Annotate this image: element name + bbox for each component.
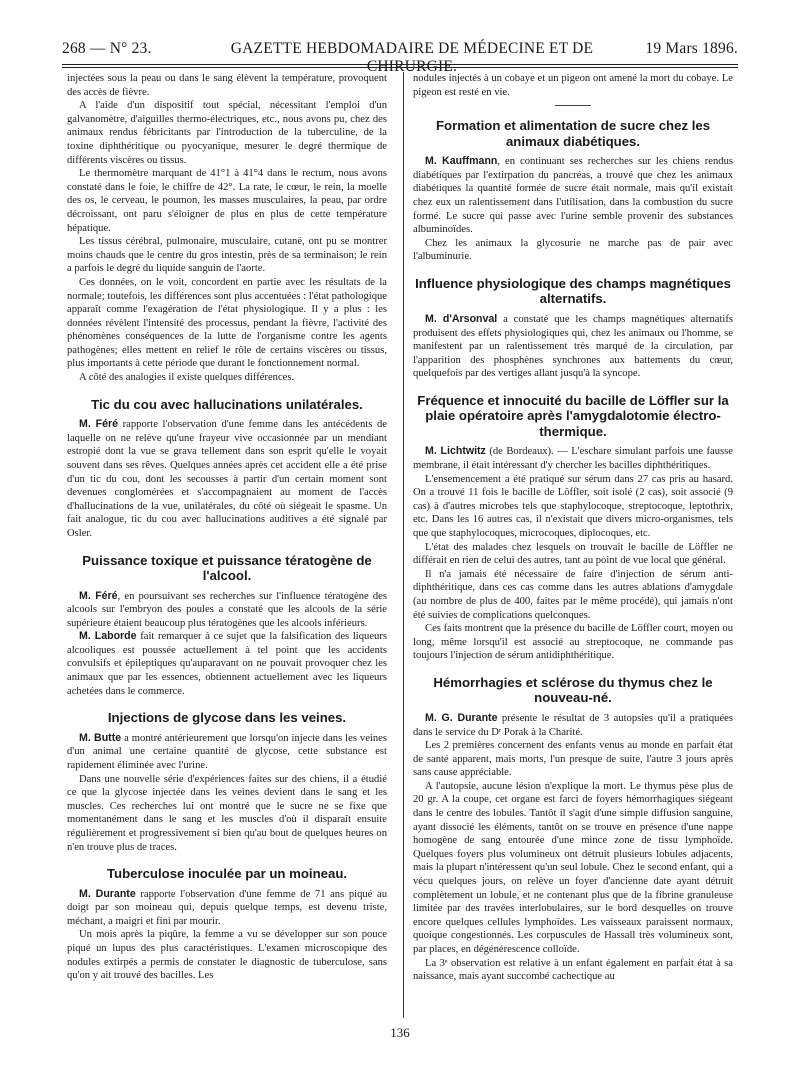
author-name: M. G. Durante (425, 711, 498, 724)
paragraph-text: a constaté que les champs magnétiques alternatifs produisent des effets physiologiques qui, chez les animaux ou l'homme, se manifestent par un ralentissement très marqué de la circulation, par l'apparition des phosphènes synchrones aux battements du cœur, quelquefois par des vertiges allant jusqu'à la syncope. (413, 313, 733, 380)
author-name: M. Féré (79, 418, 119, 431)
section-title-alcohol: Puissance toxique et puissance tératogène de l'alcool. (82, 552, 372, 583)
author-name: M. Féré (79, 589, 118, 602)
paragraph (67, 630, 387, 698)
section-title-glycose: Injections de glycose dans les veines. (107, 710, 347, 726)
author-name: M. Butte (79, 731, 122, 744)
page-issue: 268 — N° 23. (62, 40, 152, 57)
paragraph: Ces faits montrent que la présence du bacille de Löffler court, moyen ou long, même lorsqu'il est associé au streptocoque, ne commande pas toujours l'injection de sérum antidiphthéritique. (413, 623, 733, 662)
paragraph-text: a montré antérieurement que lorsqu'on injecte dans les veines d'un animal une certaine quantité de glycose, cette substance est rapidement éliminée avec l'urine. (67, 732, 387, 771)
section-title-loffler: Fréquence et innocuité du bacille de Löffler sur la plaie opératoire après l'amygdalotomie électro-thermique. (417, 392, 729, 439)
paragraph: Un mois après la piqûre, la femme a vu se développer sur son pouce piqué un lupus des plus caractéristiques. L'examen microscopique des nodules extirpés a permis de constater le diagnostic de tuberculose, sans qu'on y ait trouvé des bacilles. Les (67, 929, 387, 982)
paragraph: A côté des analogies il existe quelques différences. (79, 372, 295, 384)
paragraph: injectées sous la peau ou dans le sang élèvent la température, provoquent des accès de fièvre. (67, 73, 387, 98)
paragraph: A l'aide d'un dispositif tout spécial, nécessitant l'emploi d'un galvanomètre, d'aiguilles thermo-électriques, etc., nous avons pu, chez des animaux rendus fébricitants par l'introduction de la tuberculine, de la toxine diphthéritique ou pyocyanique, mesurer le degré thermique de différents viscères ou tissus. (67, 100, 387, 166)
paragraph-text: , en continuant ses recherches sur les chiens rendus diabétiques par l'extirpation du pancréas, a trouvé que chez les animaux diabétiques la quantité formée de sucre était normale, mais qu'il existait chez eux un ralentissement dans l'utilisation, dans la combustion du sucre formé. Le sucre qui passe avec l'urine semble provenir des substances albuminoïdes. (413, 156, 733, 236)
header-rule-thick (62, 64, 738, 65)
journal-title: GAZETTE HEBDOMADAIRE DE MÉDECINE ET DE CHIRURGIE. (230, 40, 594, 75)
issue-date: 19 Mars 1896. (645, 40, 738, 57)
paragraph: Il n'a jamais été nécessaire de faire d'injection de sérum anti-diphthéritique, dans ces cas comme dans les autres ablations d'amygdale (au nombre de plus de 400, faites par le même procédé), qui jamais n'ont été suivies de complications quelconques. (413, 568, 733, 621)
section-title-tuberculose: Tuberculose inoculée par un moineau. (106, 866, 348, 882)
author-name: M. Durante (79, 887, 136, 900)
section-title-tic: Tic du cou avec hallucinations unilatérales. (91, 396, 363, 412)
paragraph-text: , en poursuivant ses recherches sur l'influence tératogène des alcools sur l'embryon des poules a constaté que les alcools de la série supérieure étaient beaucoup plus tératogènes que les alcools inférieurs. (67, 590, 387, 629)
paragraph: Ces données, on le voit, concordent en partie avec les résultats de la normale; toutefois, les différences sont plus accentuées : l'état pathologique apparaît comme l'exagération de l'état physiologique. Il y a plus : les données révèlent l'intensité des processus, pendant la fièvre, l'activité des phénomènes conséquences de la lutte de l'organisme contre les agents pathogènes; elles mettent en relief le rôle de certains viscères ou tissus, plus importants à cette période que durant le fonctionnement normal. (67, 276, 387, 370)
paragraph (413, 712, 733, 739)
right-column (413, 72, 733, 984)
paragraph: Chez les animaux la glycosurie ne marche pas de pair avec l'albuminurie. (413, 237, 733, 263)
paragraph (413, 445, 733, 472)
paragraph-text: rapporte l'observation d'une femme dans les antécédents de laquelle on ne relève qu'une frayeur vive occasionnée par un mendiant estropié dont la vue se grava tellement dans son esprit qu'elle le voyait souvent dans ses rêves. Quelques années après cet accident elle a été prise d'un tic du cou, dont les secousses à partir d'un certain moment sont devenues conglomérées et s'accompagnaient au moment de l'accès d'hallucinations de la vue, unilatérales, du côté où siégeait le spasme. Un fait analogue, tic du cou avec hallucinations auditives a été signalé par Osler. (67, 419, 387, 539)
section-title-magnetiques: Influence physiologique des champs magnétiques alternatifs. (415, 275, 731, 307)
paragraph: A l'autopsie, aucune lésion n'explique la mort. Le thymus pèse plus de 20 gr. A la coupe, cet organe est farci de foyers hémorrhagiques siégeant dans le centre des lobules. Tantôt il s'agit d'une simple diffusion sanguine, ayant dissocié les éléments, tantôt on se trouve en présence d'une nappe homogène de sang entourée d'une mince zone de tissu lymphoïde. Quelques foyers plus volumineux ont détruit plusieurs lobules adjacents, mais la plupart n'intéressent qu'un seul lobule. Chez le second enfant, qui a vécu quelques jours, on relève un foyer d'ancienne date ayant détruit complètement un lobule, et ne contenant plus que de la fibrine granuleuse limitée par des travées interlobulaires, sur le bord desquelles on trouve encore quelques cellules lymphoïdes. Les vaisseaux paraissent normaux, quoique congestionnés. Les corpuscules de Hassall très volumineux sont, par places, en dégénérescence colloïde. (413, 780, 733, 955)
paragraph: Les tissus cérébral, pulmonaire, musculaire, cutané, ont pu se montrer moins chauds que le centre du gros intestin, près de sa terminaison; le rein a parfois le degré du liquide sanguin de l'aorte. (67, 236, 387, 275)
section-title-sucre: Formation et alimentation de sucre chez les animaux diabétiques. (435, 118, 711, 149)
section-title-thymus: Hémorrhagies et sclérose du thymus chez le nouveau-né. (433, 674, 713, 706)
section-separator (555, 105, 591, 106)
paragraph (413, 155, 733, 237)
author-name: M. d'Arsonval (425, 312, 498, 325)
author-name: M. Laborde (79, 630, 137, 643)
column-divider (403, 72, 404, 1018)
running-header (62, 38, 738, 75)
paragraph-text: fait remarquer à ce sujet que la falsification des liqueurs alcooliques est poussée actuellement à tel point que les accidents convulsifs et épileptiques qu'auparavant on ne pouvait provoquer chez les animaux que par les essences, obtiennent actuellement avec les liqueurs achetées dans le commerce. (67, 631, 387, 697)
author-name: M. Lichtwitz (425, 445, 486, 458)
paragraph: Dans une nouvelle série d'expériences faites sur des chiens, il a étudié ce que la glycose injectée dans les veines devient dans le sang et les muscles. Ces recherches lui ont montré que le sucre ne se fixe que momentanément dans le sang et les muscles d'où il disparaît ensuite régulièrement et progressivement si bien qu'au bout de quelques heures on n'en trouve plus de traces. (67, 773, 387, 853)
paragraph (67, 418, 387, 540)
paragraph: Les 2 premières concernent des enfants venus au monde en parfait état de santé apparent, mais morts, l'un presque de suite, l'autre 3 jours après sans cause appréciable. (413, 740, 733, 779)
author-name: M. Kauffmann (425, 155, 498, 168)
paragraph-text: (de Bordeaux). — L'eschare simulant parfois une fausse membrane, il était intéressant d'y chercher les bacilles diphthéritiques. (413, 446, 733, 471)
header-rule-thin (62, 67, 738, 68)
paragraph: Le thermomètre marquant de 41°1 à 41°4 dans le rectum, nous avons constaté dans le foie, le chiffre de 42°. La rate, le cœur, le rein, la moelle des os, le cerveau, le poumon, les masses musculaires, la peau, par ordre décroissant, ont paru s'éloigner de plus en plus de cette température hépatique. (67, 168, 387, 234)
paragraph: L'état des malades chez lesquels on trouvait le bacille de Löffler ne différait en rien de celui des autres, tant au point de vue local que général. (413, 541, 733, 567)
paragraph (67, 590, 387, 631)
paragraph (67, 888, 387, 929)
paragraph: La 3ᵉ observation est relative à un enfant également en parfait état à sa naissance, mais ayant succombé cachectique au (413, 957, 733, 983)
paragraph (413, 313, 733, 381)
paragraph-text: présente le résultat de 3 autopsies qu'il a pratiquées dans le service du Dʳ Porak à la Charité. (413, 712, 733, 738)
paragraph (67, 732, 387, 773)
paragraph: nodules injectés à un cobaye et un pigeon ont amené la mort du cobaye. Le pigeon est resté en vie. (413, 73, 733, 98)
paragraph-text: rapporte l'observation d'une femme de 71 ans piqué au doigt par son moineau qui, depuis quelque temps, est devenu triste, méchant, a maigri et fini par mourir. (67, 888, 387, 927)
left-column (67, 72, 387, 983)
paragraph: L'ensemencement a été pratiqué sur sérum dans 27 cas pris au hasard. On a trouvé 11 fois le bacille de Löffler, soit isolé (2 cas), soit associé (9 cas) à d'autres microbes tels que staphylocoque, streptocoque, leptothrix, etc. Dans les 16 autres cas, il n'existait que divers micro-organismes, tels que que staphylocoques, microcoques, diplocoques, etc. (413, 473, 733, 539)
page-number: 136 (390, 1025, 410, 1040)
